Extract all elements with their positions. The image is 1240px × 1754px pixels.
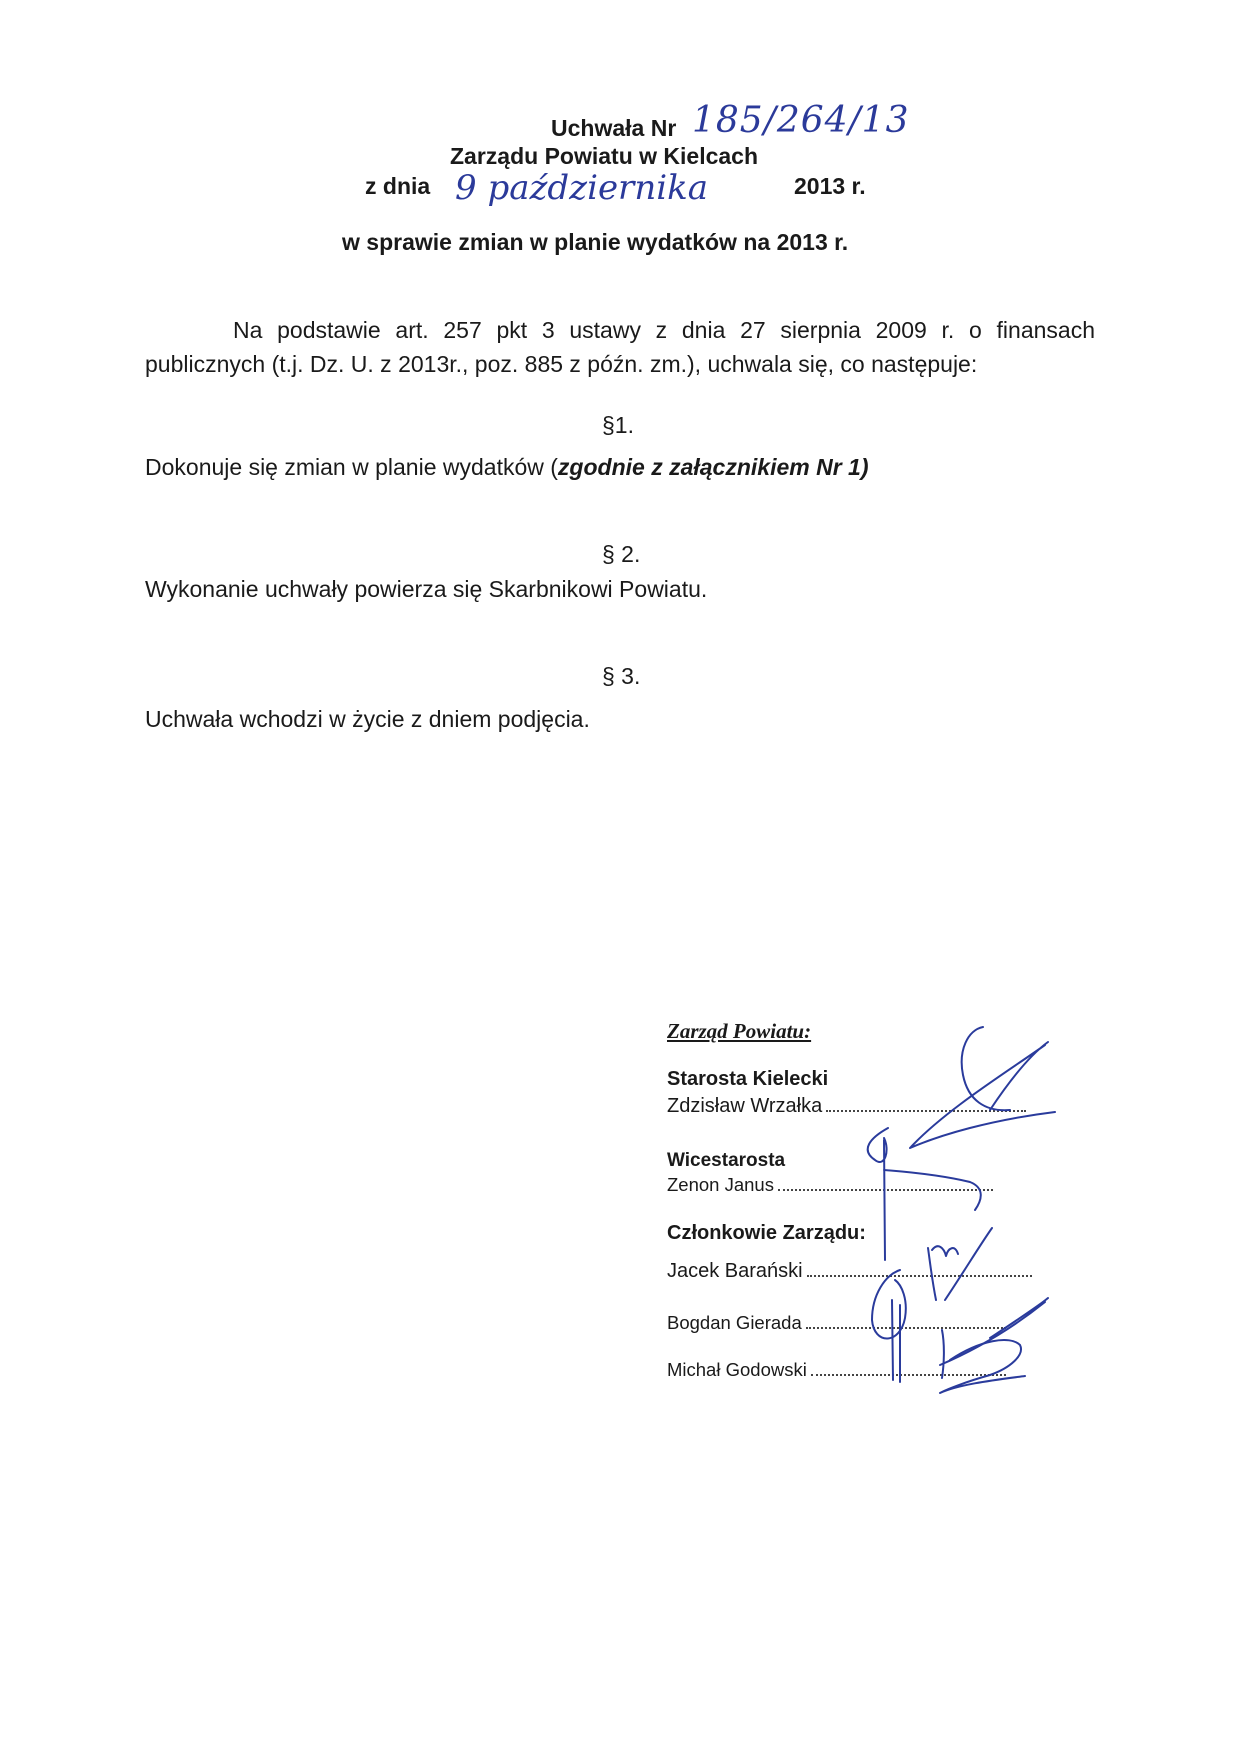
board-title: Zarząd Powiatu: bbox=[667, 1019, 812, 1043]
resolution-title bbox=[551, 115, 676, 142]
starosta-role: Starosta Kielecki bbox=[667, 1068, 829, 1090]
member-1-signature-line bbox=[667, 1260, 1032, 1283]
signature-dotted-line bbox=[806, 1326, 1006, 1329]
member-1-name: Jacek Barański bbox=[667, 1260, 803, 1282]
signature-dotted-line bbox=[778, 1188, 993, 1191]
preamble: Na podstawie art. 257 pkt 3 ustawy z dnia 27 sierpnia 2009 r. o finansach publicznych (t.j. Dz. U. z 2013r., poz. 885 z późn. zm.), uchwala się, co następuje: bbox=[145, 317, 1095, 377]
section-1-mark: §1. bbox=[602, 412, 634, 438]
signature-starosta bbox=[910, 1027, 1055, 1148]
starosta-name: Zdzisław Wrzałka bbox=[667, 1095, 823, 1117]
section-2-text: Wykonanie uchwały powierza się Skarbnikowi Powiatu. bbox=[145, 576, 708, 602]
members-role: Członkowie Zarządu: bbox=[667, 1222, 866, 1244]
date-handwritten: 9 października bbox=[455, 168, 708, 208]
member-2-name: Bogdan Gierada bbox=[667, 1312, 802, 1333]
resolution-number-handwritten: 185/264/13 bbox=[692, 100, 910, 141]
date-year: 2013 r. bbox=[794, 173, 866, 199]
issuer-line: Zarządu Powiatu w Kielcach bbox=[450, 143, 759, 169]
member-2-signature-line bbox=[667, 1312, 1006, 1334]
vice-role: Wicestarosta bbox=[667, 1150, 786, 1171]
resolution-subject: w sprawie zmian w planie wydatków na 2013 r. bbox=[342, 229, 849, 255]
vice-signature-line bbox=[667, 1174, 993, 1196]
vice-name: Zenon Janus bbox=[667, 1174, 774, 1195]
section-2-mark: § 2. bbox=[602, 541, 641, 567]
section-3-mark: § 3. bbox=[602, 663, 641, 689]
signature-dotted-line bbox=[811, 1373, 1006, 1376]
signature-dotted-line bbox=[826, 1109, 1026, 1112]
member-3-name: Michał Godowski bbox=[667, 1359, 807, 1380]
section-1-text bbox=[145, 454, 869, 481]
section-1-emphasis: zgodnie z załącznikiem Nr 1) bbox=[557, 454, 869, 480]
date-prefix: z dnia bbox=[365, 173, 431, 199]
starosta-signature-line bbox=[667, 1095, 1026, 1118]
signature-dotted-line bbox=[807, 1274, 1032, 1277]
member-3-signature-line bbox=[667, 1359, 1006, 1381]
resolution-title-prefix: Uchwała Nr bbox=[551, 115, 677, 141]
section-3-text: Uchwała wchodzi w życie z dniem podjęcia. bbox=[145, 706, 590, 732]
section-1-body: Dokonuje się zmian w planie wydatków ( bbox=[145, 454, 558, 480]
